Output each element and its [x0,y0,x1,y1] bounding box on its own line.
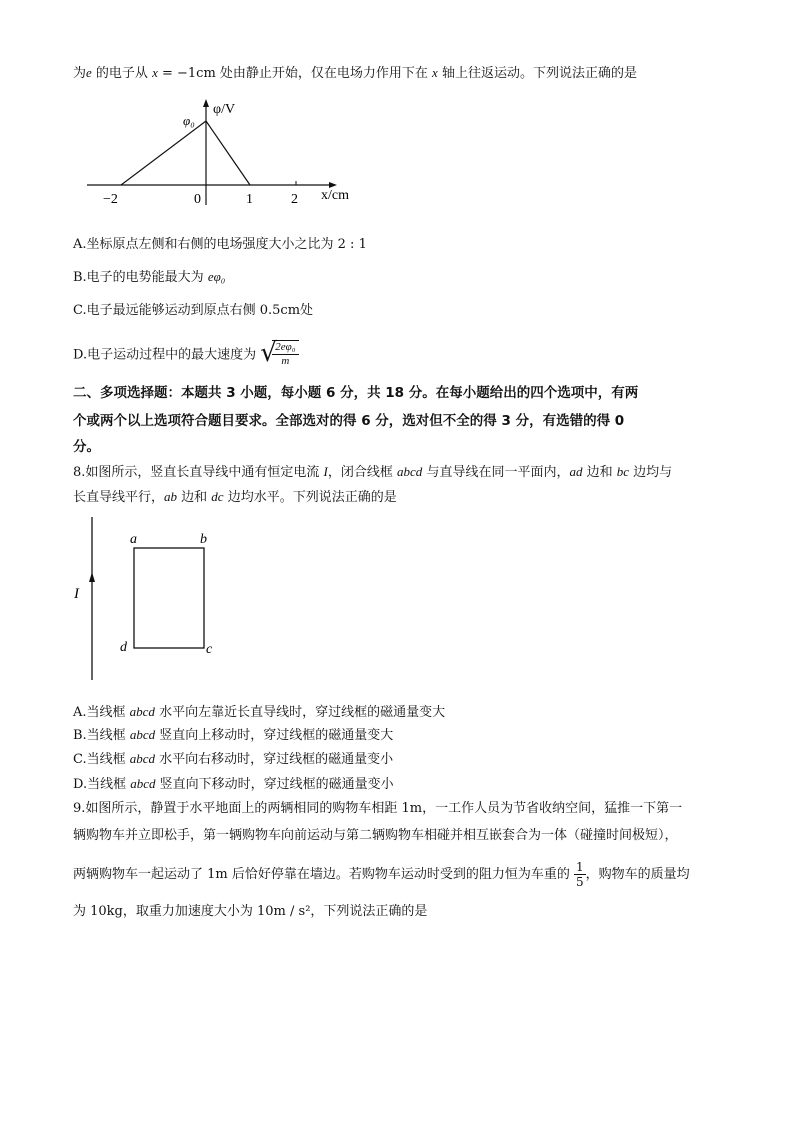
current-arrow [89,572,95,582]
q9-line3: 两辆购物车一起运动了 1m 后恰好停靠在墙边。若购物车运动时受到的阻力恒为车重的 $\frac{1}{5}$ ，购物车的质量均 [73,860,690,889]
fraction-one-fifth: $\frac{1}{5}$ [576,860,584,889]
vertex-d: d [120,640,127,655]
left-slope [121,121,206,185]
q8-line2: 长直导线平行，ab 边和 dc 边均水平。下列说法正确的是 [73,489,397,505]
vertex-c: c [206,642,213,657]
frame-abcd [134,548,204,648]
q9-line2: 辆购物车并立即松手，第一辆购物车向前运动与第二辆购物车相碰并相互嵌套合为一体（碰撞时间极短）， [73,828,678,843]
tick-1: 1 [246,192,253,207]
vertex-b: b [200,532,207,547]
right-slope [206,121,250,185]
tick-0: 0 [194,192,201,207]
tick-2: 2 [291,192,298,207]
section2-line2: 个或两个以上选项符合题目要求。全部选对的得 6 分，选对但不全的得 3 分，有选错的得 0 [73,413,625,429]
x-axis-label: x/cm [321,188,349,203]
wire-frame-figure [70,512,230,687]
q8-option-c: C.当线框 abcd 水平向右移动时，穿过线框的磁通量变小 [73,751,394,767]
current-label: I [74,586,79,602]
q7-option-a: A.坐标原点左侧和右侧的电场强度大小之比为 2 : 1 [73,237,367,252]
q8-option-a: A.当线框 abcd 水平向左靠近长直导线时，穿过线框的磁通量变大 [73,704,446,720]
q9-line1: 9.如图所示，静置于水平地面上的两辆相同的购物车相距 1m，一工作人员为节省收纳空间，猛推一下第一 [73,801,683,816]
q7-option-d: D.电子运动过程中的最大速度为 √ $\frac{\text{2eφ₀}}{m}$ [73,340,299,370]
q7-option-c: C.电子最远能够运动到原点右侧 0.5cm处 [73,303,314,318]
phi0-label: φ₀ [183,113,195,128]
sqrt-expression: √ $\frac{\text{2eφ₀}}{m}$ [260,340,298,370]
q8-line1: 8.如图所示，竖直长直导线中通有恒定电流 I，闭合线框 abcd 与直导线在同一平面内，ad 边和 bc 边均与 [73,464,673,480]
y-axis-label: φ/V [213,102,236,117]
section2-line1: 二、多项选择题：本题共 3 小题，每小题 6 分，共 18 分。在每小题给出的四个选项中，有两 [73,385,639,401]
vertex-a: a [130,532,137,547]
section2-line3: 分。 [73,439,100,455]
tick-neg2: −2 [103,192,118,207]
q8-option-b: B.当线框 abcd 竖直向上移动时，穿过线框的磁通量变大 [73,727,394,743]
potential-graph [85,95,375,210]
q8-option-d: D.当线框 abcd 竖直向下移动时，穿过线框的磁通量变小 [73,776,394,792]
q7-option-b: B.电子的电势能最大为 eφ₀ [73,269,226,285]
q9-line4: 为 10kg，取重力加速度大小为 10m / s²，下列说法正确的是 [73,904,428,919]
q7-intro: 为e 的电子从 x = −1cm 处由静止开始，仅在电场力作用下在 x 轴上往返运动。下列说法正确的是 [73,65,637,81]
